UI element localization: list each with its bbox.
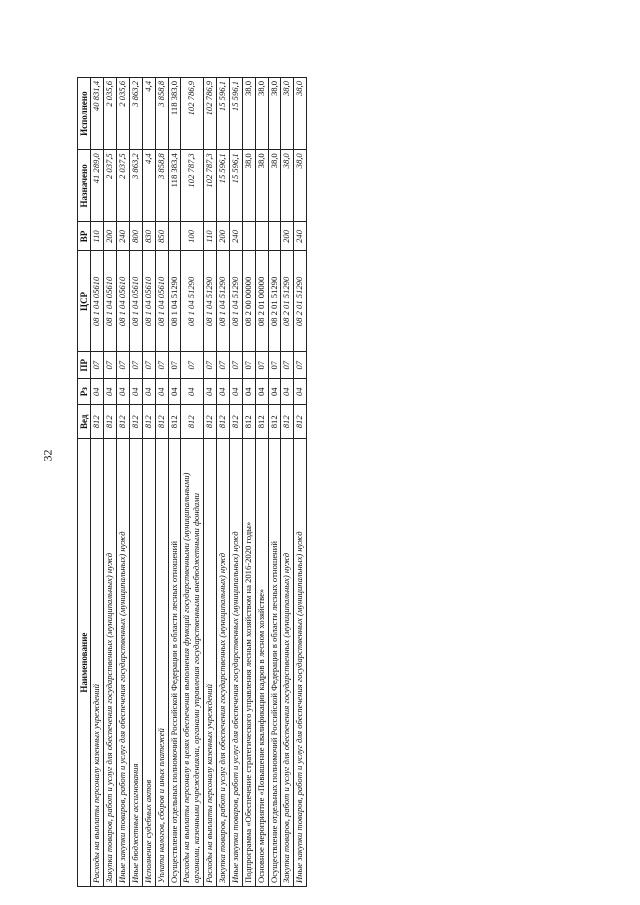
cell-nazn: 3 858,8 — [155, 150, 168, 222]
cell-ved: 812 — [91, 405, 104, 439]
cell-ved: 812 — [129, 405, 142, 439]
cell-nazn: 38,0 — [255, 150, 268, 222]
cell-nazn: 38,0 — [281, 150, 294, 222]
cell-csr: 08 1 04 51290 — [217, 251, 230, 352]
header-vr: ВР — [78, 222, 91, 251]
cell-ved: 812 — [204, 405, 217, 439]
cell-pr: 07 — [181, 352, 204, 378]
cell-csr: 08 2 00 00000 — [242, 251, 255, 352]
cell-nazn: 2 037,5 — [117, 150, 130, 222]
cell-name: Закупка товаров, работ и услуг для обеспечения государственных (муниципальных) нужд — [104, 439, 117, 887]
cell-vr: 200 — [281, 222, 294, 251]
cell-isp: 118 383,0 — [168, 78, 181, 150]
cell-rz: 04 — [168, 378, 181, 404]
cell-isp: 2 035,6 — [117, 78, 130, 150]
cell-nazn: 15 596,1 — [229, 150, 242, 222]
cell-pr: 07 — [255, 352, 268, 378]
cell-vr: 850 — [155, 222, 168, 251]
cell-name: Осуществление отдельных полномочий Российской Федерации в области лесных отношений — [168, 439, 181, 887]
cell-vr — [268, 222, 281, 251]
cell-nazn: 102 787,3 — [181, 150, 204, 222]
cell-ved: 812 — [168, 405, 181, 439]
cell-nazn: 38,0 — [242, 150, 255, 222]
cell-pr: 07 — [268, 352, 281, 378]
cell-csr: 08 1 04 05610 — [155, 251, 168, 352]
cell-csr: 08 1 04 51290 — [229, 251, 242, 352]
cell-name: Расходы на выплаты персоналу в целях обеспечения выполнения функций государственными (муниципальными) органами, казенными учреждениями, органами управления государственными внебюджетными фондами — [181, 439, 204, 887]
budget-table-container — [77, 77, 535, 887]
cell-rz: 04 — [129, 378, 142, 404]
table-row — [242, 78, 255, 887]
cell-name: Иные закупки товаров, работ и услуг для обеспечения государственных (муниципальных) нужд — [229, 439, 242, 887]
table-row — [168, 78, 181, 887]
cell-isp: 38,0 — [242, 78, 255, 150]
header-ved: Вед — [78, 405, 91, 439]
cell-rz: 04 — [155, 378, 168, 404]
cell-isp: 15 596,1 — [229, 78, 242, 150]
cell-csr: 08 1 04 51290 — [181, 251, 204, 352]
table-row — [117, 78, 130, 887]
cell-vr — [168, 222, 181, 251]
cell-isp: 102 786,9 — [204, 78, 217, 150]
cell-name: Осуществление отдельных полномочий Российской Федерации в области лесных отношений — [268, 439, 281, 887]
cell-vr: 110 — [91, 222, 104, 251]
cell-ved: 812 — [117, 405, 130, 439]
cell-rz: 04 — [268, 378, 281, 404]
cell-nazn: 4,4 — [142, 150, 155, 222]
cell-vr — [255, 222, 268, 251]
cell-name: Подпрограмма «Обеспечение стратегического управления лесным хозяйством на 2016-2020 годы» — [242, 439, 255, 887]
cell-pr: 07 — [142, 352, 155, 378]
table-row — [229, 78, 242, 887]
cell-isp: 3 858,8 — [155, 78, 168, 150]
cell-ved: 812 — [229, 405, 242, 439]
table-row — [155, 78, 168, 887]
cell-pr: 07 — [91, 352, 104, 378]
page-number: 32 — [40, 449, 55, 462]
cell-pr: 07 — [229, 352, 242, 378]
cell-vr: 200 — [104, 222, 117, 251]
cell-rz: 04 — [204, 378, 217, 404]
header-rz: Рз — [78, 378, 91, 404]
cell-name: Иные бюджетные ассигнования — [129, 439, 142, 887]
cell-nazn: 102 787,3 — [204, 150, 217, 222]
cell-name: Основное мероприятие «Повышение квалификации кадров в лесном хозяйстве» — [255, 439, 268, 887]
header-nazn: Назначено — [78, 150, 91, 222]
cell-pr: 07 — [217, 352, 230, 378]
cell-name: Исполнение судебных актов — [142, 439, 155, 887]
table-row — [104, 78, 117, 887]
cell-isp: 3 863,2 — [129, 78, 142, 150]
cell-pr: 07 — [281, 352, 294, 378]
cell-ved: 812 — [281, 405, 294, 439]
cell-rz: 04 — [104, 378, 117, 404]
cell-nazn: 15 596,1 — [217, 150, 230, 222]
cell-nazn: 3 863,2 — [129, 150, 142, 222]
cell-pr: 07 — [117, 352, 130, 378]
cell-ved: 812 — [155, 405, 168, 439]
table-row — [217, 78, 230, 887]
cell-csr: 08 2 01 00000 — [255, 251, 268, 352]
cell-rz: 04 — [255, 378, 268, 404]
cell-csr: 08 2 01 51290 — [281, 251, 294, 352]
table-row — [281, 78, 294, 887]
cell-isp: 38,0 — [281, 78, 294, 150]
table-row — [204, 78, 217, 887]
cell-name: Расходы на выплаты персоналу казенных учреждений — [204, 439, 217, 887]
cell-pr: 07 — [168, 352, 181, 378]
cell-pr: 07 — [155, 352, 168, 378]
cell-pr: 07 — [129, 352, 142, 378]
cell-name: Иные закупки товаров, работ и услуг для обеспечения государственных (муниципальных) нужд — [294, 439, 307, 887]
header-name: Наименование — [78, 439, 91, 887]
cell-rz: 04 — [117, 378, 130, 404]
cell-isp: 40 831,4 — [91, 78, 104, 150]
cell-ved: 812 — [294, 405, 307, 439]
table-row — [91, 78, 104, 887]
cell-pr: 07 — [204, 352, 217, 378]
cell-nazn: 41 289,0 — [91, 150, 104, 222]
cell-ved: 812 — [255, 405, 268, 439]
cell-nazn: 2 037,5 — [104, 150, 117, 222]
cell-rz: 04 — [281, 378, 294, 404]
header-pr: ПР — [78, 352, 91, 378]
cell-vr: 100 — [181, 222, 204, 251]
header-isp: Исполнено — [78, 78, 91, 150]
table-row — [129, 78, 142, 887]
cell-rz: 04 — [229, 378, 242, 404]
cell-ved: 812 — [104, 405, 117, 439]
cell-vr: 830 — [142, 222, 155, 251]
cell-rz: 04 — [181, 378, 204, 404]
cell-vr: 110 — [204, 222, 217, 251]
cell-rz: 04 — [91, 378, 104, 404]
cell-isp: 4,4 — [142, 78, 155, 150]
cell-csr: 08 1 04 05610 — [91, 251, 104, 352]
cell-pr: 07 — [104, 352, 117, 378]
cell-ved: 812 — [217, 405, 230, 439]
cell-csr: 08 1 04 05610 — [142, 251, 155, 352]
cell-csr: 08 1 04 51290 — [204, 251, 217, 352]
cell-isp: 102 786,9 — [181, 78, 204, 150]
cell-nazn: 118 383,4 — [168, 150, 181, 222]
cell-nazn: 38,0 — [268, 150, 281, 222]
cell-ved: 812 — [142, 405, 155, 439]
table-row — [268, 78, 281, 887]
table-body — [91, 78, 307, 887]
cell-name: Расходы на выплаты персоналу казенных учреждений — [91, 439, 104, 887]
cell-name: Уплата налогов, сборов и иных платежей — [155, 439, 168, 887]
cell-name: Иные закупки товаров, работ и услуг для обеспечения государственных (муниципальных) нужд — [117, 439, 130, 887]
cell-ved: 812 — [268, 405, 281, 439]
table-row — [294, 78, 307, 887]
cell-vr: 240 — [294, 222, 307, 251]
cell-ved: 812 — [181, 405, 204, 439]
table-row — [181, 78, 204, 887]
cell-rz: 04 — [217, 378, 230, 404]
header-csr: ЦСР — [78, 251, 91, 352]
cell-vr — [242, 222, 255, 251]
cell-isp: 15 596,1 — [217, 78, 230, 150]
cell-isp: 38,0 — [294, 78, 307, 150]
cell-pr: 07 — [294, 352, 307, 378]
cell-csr: 08 2 01 51290 — [294, 251, 307, 352]
cell-vr: 800 — [129, 222, 142, 251]
cell-isp: 38,0 — [268, 78, 281, 150]
cell-csr: 08 1 04 05610 — [117, 251, 130, 352]
cell-csr: 08 2 01 51290 — [268, 251, 281, 352]
cell-vr: 240 — [229, 222, 242, 251]
cell-pr: 07 — [242, 352, 255, 378]
cell-csr: 08 1 04 05610 — [104, 251, 117, 352]
budget-table — [77, 77, 307, 887]
cell-nazn: 38,0 — [294, 150, 307, 222]
cell-rz: 04 — [294, 378, 307, 404]
cell-rz: 04 — [142, 378, 155, 404]
cell-name: Закупка товаров, работ и услуг для обеспечения государственных (муниципальных) нужд — [217, 439, 230, 887]
cell-rz: 04 — [242, 378, 255, 404]
cell-vr: 240 — [117, 222, 130, 251]
cell-vr: 200 — [217, 222, 230, 251]
cell-isp: 38,0 — [255, 78, 268, 150]
cell-name: Закупка товаров, работ и услуг для обеспечения государственных (муниципальных) нужд — [281, 439, 294, 887]
cell-csr: 08 1 04 51290 — [168, 251, 181, 352]
table-row — [255, 78, 268, 887]
cell-isp: 2 035,6 — [104, 78, 117, 150]
cell-ved: 812 — [242, 405, 255, 439]
table-row — [142, 78, 155, 887]
table-header-row — [78, 78, 91, 887]
cell-csr: 08 1 04 05610 — [129, 251, 142, 352]
